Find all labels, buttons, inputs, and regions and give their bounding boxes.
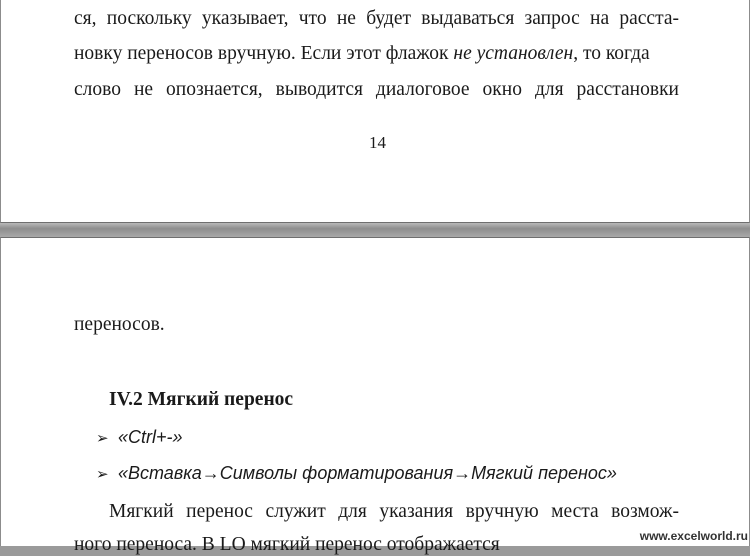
text-line: [74, 43, 679, 65]
page-number: 14: [369, 133, 386, 152]
section-heading: IV.2 Мягкий перенос: [109, 389, 294, 410]
list-item-text: «Вставка→Символы форматирования→Мягкий перенос»: [118, 463, 617, 483]
page-separator: [0, 223, 750, 237]
text-span: новку переносов вручную. Если этот флажок: [74, 43, 454, 64]
arrow-bullet-icon: ➢: [96, 429, 109, 447]
document-page-upper: [0, 0, 750, 223]
watermark: www.excelworld.ru: [639, 529, 748, 543]
list-item: [96, 463, 617, 485]
list-item-text: «Ctrl+-»: [118, 427, 183, 447]
text-line: слово не опознается, выводится диалоговое окно для расстановки: [74, 79, 679, 100]
text-line-partial: ного переноса. В LO мягкий перенос отображается: [74, 534, 500, 555]
document-page-lower: [0, 237, 750, 555]
arrow-bullet-icon: ➢: [96, 465, 109, 483]
text-span: , то когда: [573, 43, 650, 64]
text-line: Мягкий перенос служит для указания вручную места возмож-: [109, 501, 679, 522]
text-line: переносов.: [74, 314, 165, 335]
list-item: [96, 427, 183, 449]
text-line: ся, поскольку указывает, что не будет выдаваться запрос на расста-: [74, 8, 679, 29]
italic-emphasis: не установлен: [453, 43, 574, 64]
